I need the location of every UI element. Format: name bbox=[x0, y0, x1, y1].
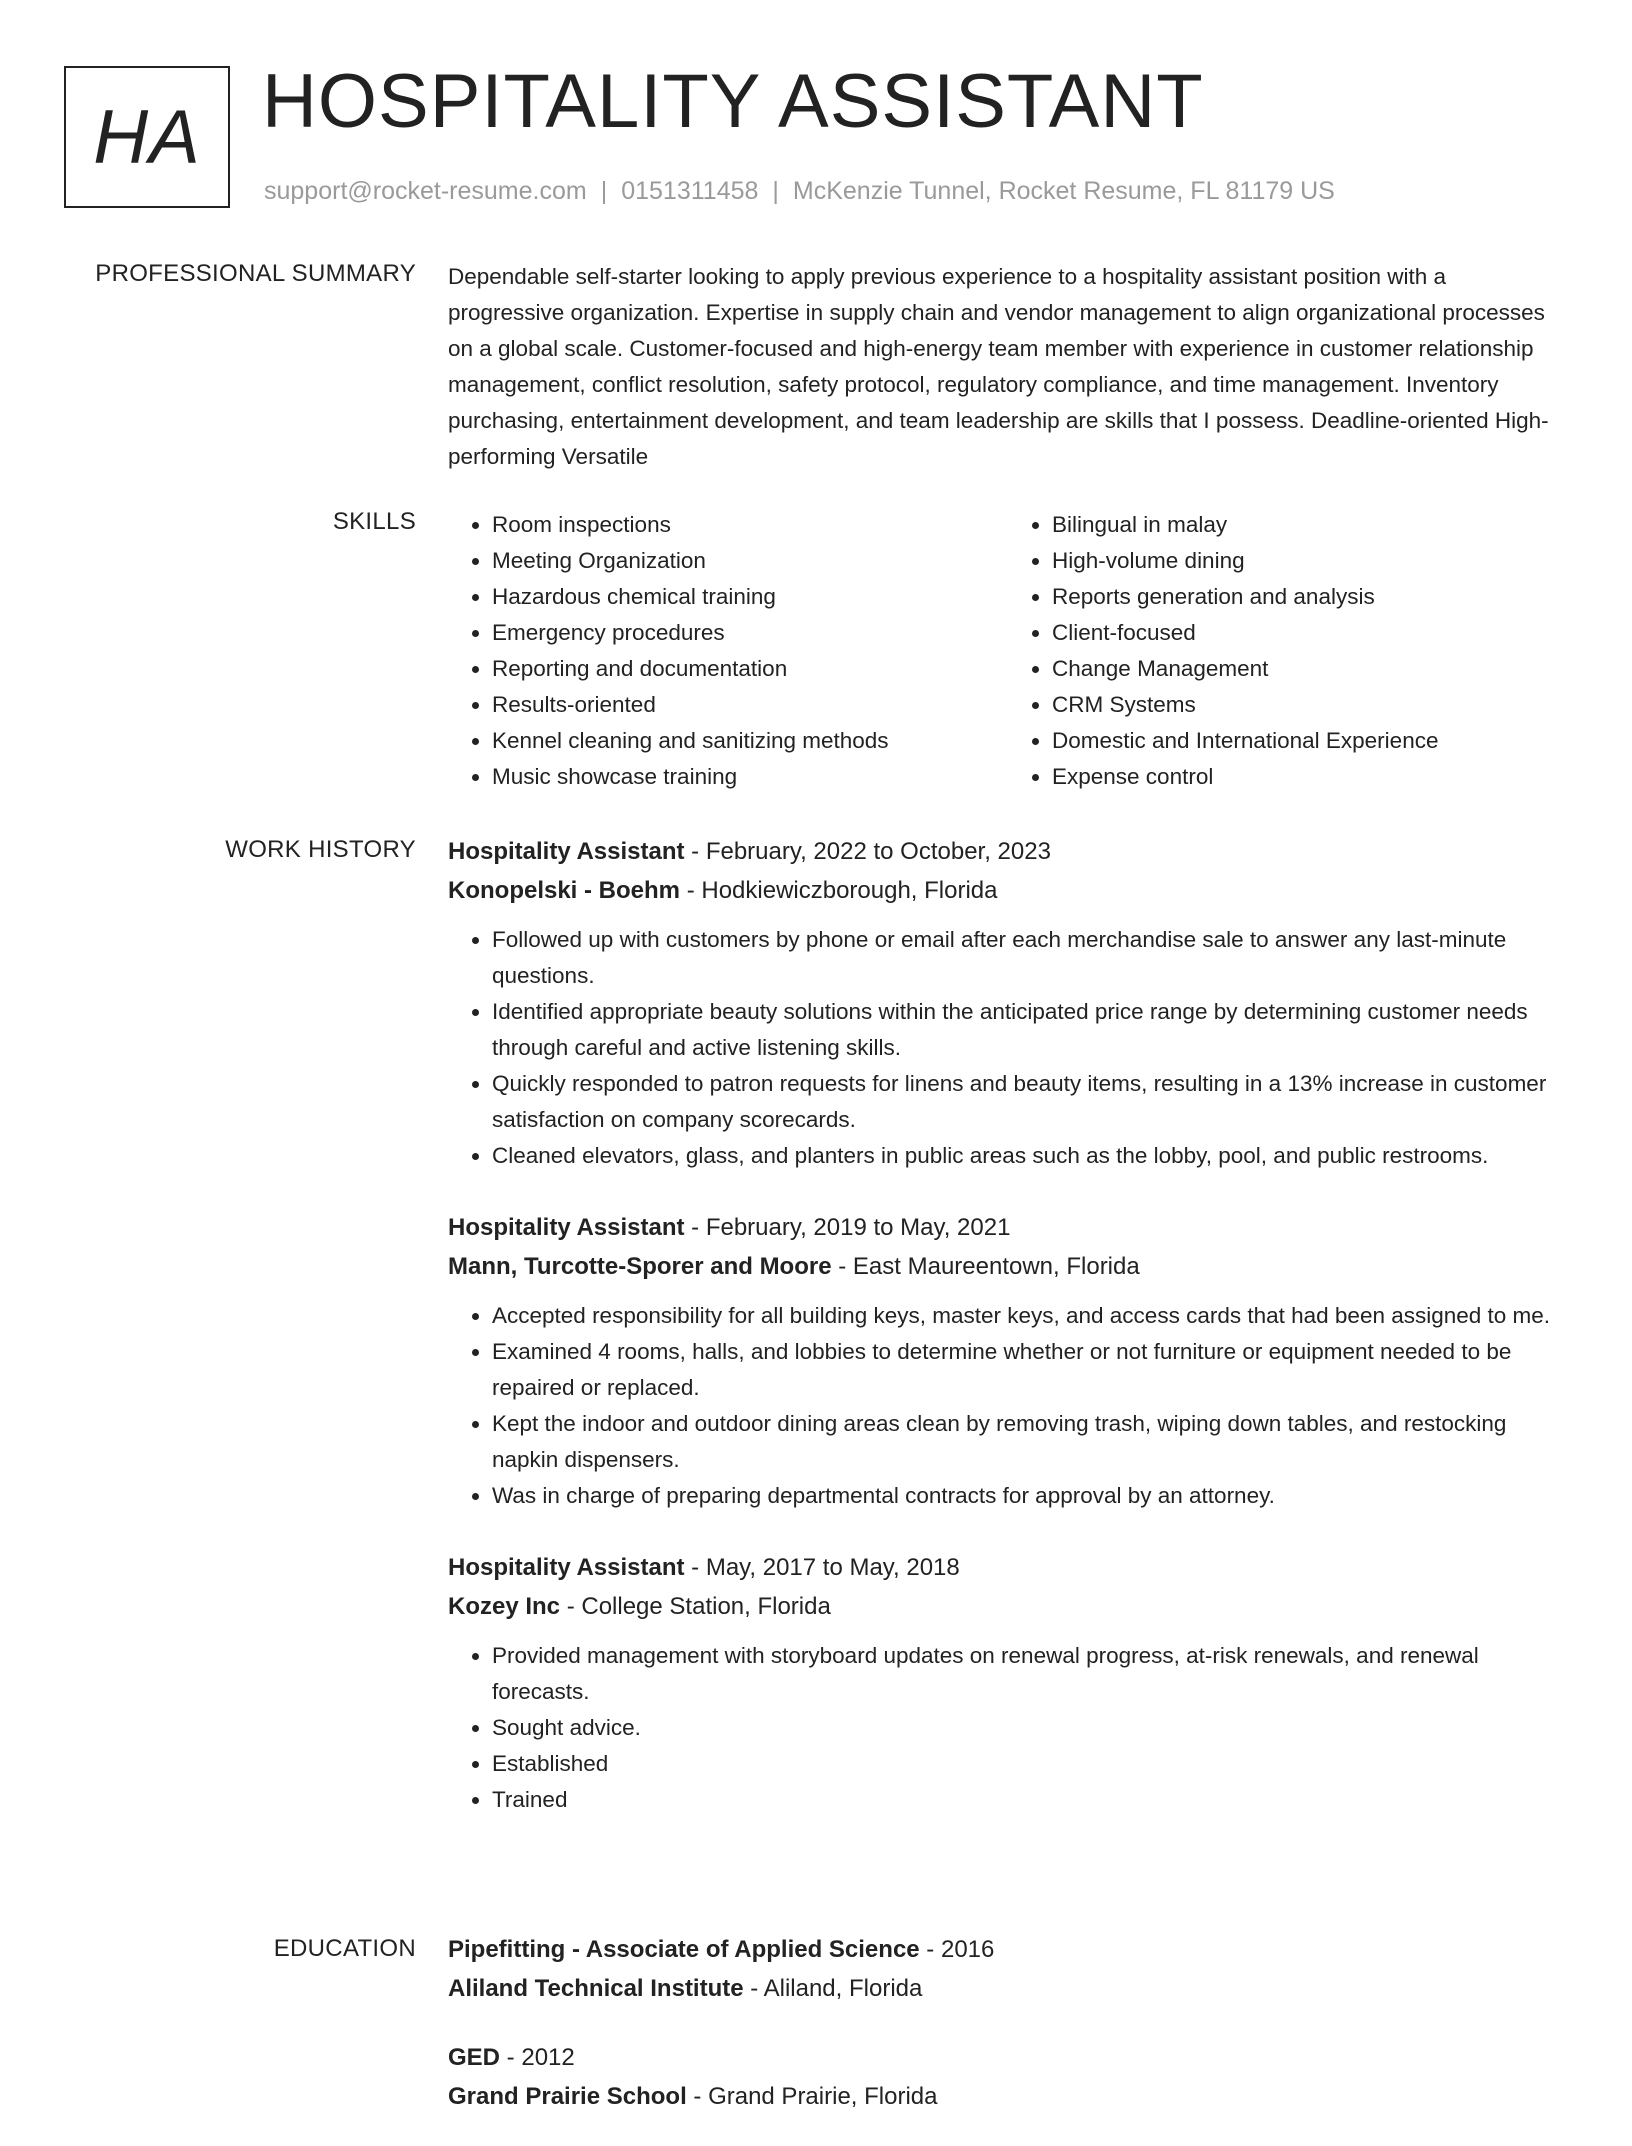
education-heading: EDUCATION bbox=[273, 1935, 416, 1962]
contact-line bbox=[264, 174, 1335, 208]
job-company-line: Mann, Turcotte-Sporer and Moore - East Maureentown, Florida bbox=[448, 1253, 1140, 1280]
job-bullet: • Sought advice. bbox=[492, 1710, 1568, 1746]
job-role: Hospitality Assistant bbox=[448, 1554, 685, 1581]
monogram-box bbox=[64, 66, 230, 208]
job-company-line: Konopelski - Boehm - Hodkiewiczborough, Florida bbox=[448, 877, 998, 904]
education-body bbox=[448, 1930, 1568, 2146]
skills-heading: SKILLS bbox=[332, 508, 416, 535]
education-school-line: Grand Prairie School - Grand Prairie, Florida bbox=[448, 2083, 938, 2110]
job-bullet: • Provided management with storyboard updates on renewal progress, at-risk renewals, and renewal forecasts. bbox=[492, 1638, 1568, 1710]
contact-separator: | bbox=[772, 177, 779, 205]
job-company-line: Kozey Inc - College Station, Florida bbox=[448, 1593, 831, 1620]
job-role: Hospitality Assistant bbox=[448, 1214, 685, 1241]
monogram-initials: HA bbox=[93, 94, 201, 180]
job-bullet: • Was in charge of preparing departmental contracts for approval by an attorney. bbox=[492, 1478, 1568, 1514]
contact-separator: | bbox=[600, 177, 608, 205]
job-entry bbox=[448, 832, 1568, 1174]
skill-item: • Reporting and documentation bbox=[492, 651, 1008, 687]
job-bullet: • Accepted responsibility for all building keys, master keys, and access cards that had been assigned to me. bbox=[492, 1298, 1568, 1334]
skills-body bbox=[448, 507, 1568, 795]
skill-item: • Music showcase training bbox=[492, 759, 1008, 795]
education-location: Grand Prairie, Florida bbox=[708, 2083, 938, 2110]
skill-item: • Results-oriented bbox=[492, 687, 1008, 723]
skill-item: • Expense control bbox=[1052, 759, 1568, 795]
job-location: Hodkiewiczborough, Florida bbox=[701, 877, 998, 904]
summary-text: Dependable self-starter looking to apply previous experience to a hospitality assistant position with a progressive organization. Expertise in supply chain and vendor management to align organizational processes on a global scale. Customer-focused and high-energy team member with experience in customer relationship management, conflict resolution, safety protocol, regulatory compliance, and time management. Inventory purchasing, entertainment development, and team leadership are skills that I possess. Deadline-oriented High-performing Versatile bbox=[448, 264, 1549, 469]
work-heading: WORK HISTORY bbox=[225, 836, 416, 863]
skill-item: • High-volume dining bbox=[1052, 543, 1568, 579]
skill-item: • Hazardous chemical training bbox=[492, 579, 1008, 615]
skill-item: • Bilingual in malay bbox=[1052, 507, 1568, 543]
skill-item: • Room inspections bbox=[492, 507, 1008, 543]
job-company: Kozey Inc bbox=[448, 1593, 561, 1620]
education-degree: Pipefitting - Associate of Applied Science bbox=[448, 1936, 920, 1963]
skill-item: • Client-focused bbox=[1052, 615, 1568, 651]
skills-list-left bbox=[448, 507, 1008, 795]
education-location: Aliland, Florida bbox=[763, 1975, 923, 2002]
job-bullet: • Cleaned elevators, glass, and planters in public areas such as the lobby, pool, and public restrooms. bbox=[492, 1138, 1568, 1174]
education-school: Grand Prairie School bbox=[448, 2083, 687, 2110]
job-dates: February, 2022 to October, 2023 bbox=[705, 838, 1051, 865]
job-bullet: • Quickly responded to patron requests for linens and beauty items, resulting in a 13% increase in customer satisfaction on company scorecards. bbox=[492, 1066, 1568, 1138]
education-degree: GED bbox=[448, 2044, 501, 2071]
education-entry bbox=[448, 2038, 1568, 2116]
job-bullets bbox=[448, 922, 1568, 1174]
job-bullets bbox=[448, 1638, 1568, 1818]
job-title-line: Hospitality Assistant - February, 2022 to October, 2023 bbox=[448, 838, 1051, 865]
contact-address: McKenzie Tunnel, Rocket Resume, FL 81179 US bbox=[792, 177, 1335, 205]
job-dates: May, 2017 to May, 2018 bbox=[705, 1554, 960, 1581]
skills-list-right bbox=[1008, 507, 1568, 795]
summary-heading: PROFESSIONAL SUMMARY bbox=[95, 260, 416, 287]
job-bullet: • Kept the indoor and outdoor dining areas clean by removing trash, wiping down tables, and restocking napkin dispensers. bbox=[492, 1406, 1568, 1478]
job-role: Hospitality Assistant bbox=[448, 838, 685, 865]
skill-item: • CRM Systems bbox=[1052, 687, 1568, 723]
work-body bbox=[448, 832, 1568, 1852]
skill-item: • Change Management bbox=[1052, 651, 1568, 687]
skill-item: • Meeting Organization bbox=[492, 543, 1008, 579]
candidate-title: HOSPITALITY ASSISTANT bbox=[262, 59, 1204, 144]
contact-email: support@rocket-resume.com bbox=[264, 177, 587, 205]
job-bullet: • Identified appropriate beauty solutions within the anticipated price range by determining customer needs through careful and active listening skills. bbox=[492, 994, 1568, 1066]
skill-item: • Kennel cleaning and sanitizing methods bbox=[492, 723, 1008, 759]
education-entry bbox=[448, 1930, 1568, 2008]
contact-phone: 0151311458 bbox=[621, 177, 759, 205]
job-dates: February, 2019 to May, 2021 bbox=[705, 1214, 1011, 1241]
education-degree-line: Pipefitting - Associate of Applied Science - 2016 bbox=[448, 1936, 995, 1963]
job-bullet: • Followed up with customers by phone or email after each merchandise sale to answer any last-minute questions. bbox=[492, 922, 1568, 994]
job-title-line: Hospitality Assistant - February, 2019 to May, 2021 bbox=[448, 1214, 1011, 1241]
job-bullets bbox=[448, 1298, 1568, 1514]
job-location: East Maureentown, Florida bbox=[852, 1253, 1140, 1280]
education-year: 2016 bbox=[940, 1936, 995, 1963]
summary-body bbox=[448, 259, 1568, 475]
job-entry bbox=[448, 1208, 1568, 1514]
job-bullet: • Examined 4 rooms, halls, and lobbies to determine whether or not furniture or equipment needed to be repaired or replaced. bbox=[492, 1334, 1568, 1406]
job-bullet: • Trained bbox=[492, 1782, 1568, 1818]
job-location: College Station, Florida bbox=[581, 1593, 831, 1620]
education-degree-line: GED - 2012 bbox=[448, 2044, 575, 2071]
job-title-line: Hospitality Assistant - May, 2017 to May, 2018 bbox=[448, 1554, 960, 1581]
job-bullet: • Established bbox=[492, 1746, 1568, 1782]
job-entry bbox=[448, 1548, 1568, 1818]
education-school: Aliland Technical Institute bbox=[448, 1975, 744, 2002]
skill-item: • Domestic and International Experience bbox=[1052, 723, 1568, 759]
skill-item: • Reports generation and analysis bbox=[1052, 579, 1568, 615]
job-company: Konopelski - Boehm bbox=[448, 877, 681, 904]
job-company: Mann, Turcotte-Sporer and Moore bbox=[448, 1253, 832, 1280]
education-year: 2012 bbox=[521, 2044, 575, 2071]
skill-item: • Emergency procedures bbox=[492, 615, 1008, 651]
education-school-line: Aliland Technical Institute - Aliland, Florida bbox=[448, 1975, 923, 2002]
